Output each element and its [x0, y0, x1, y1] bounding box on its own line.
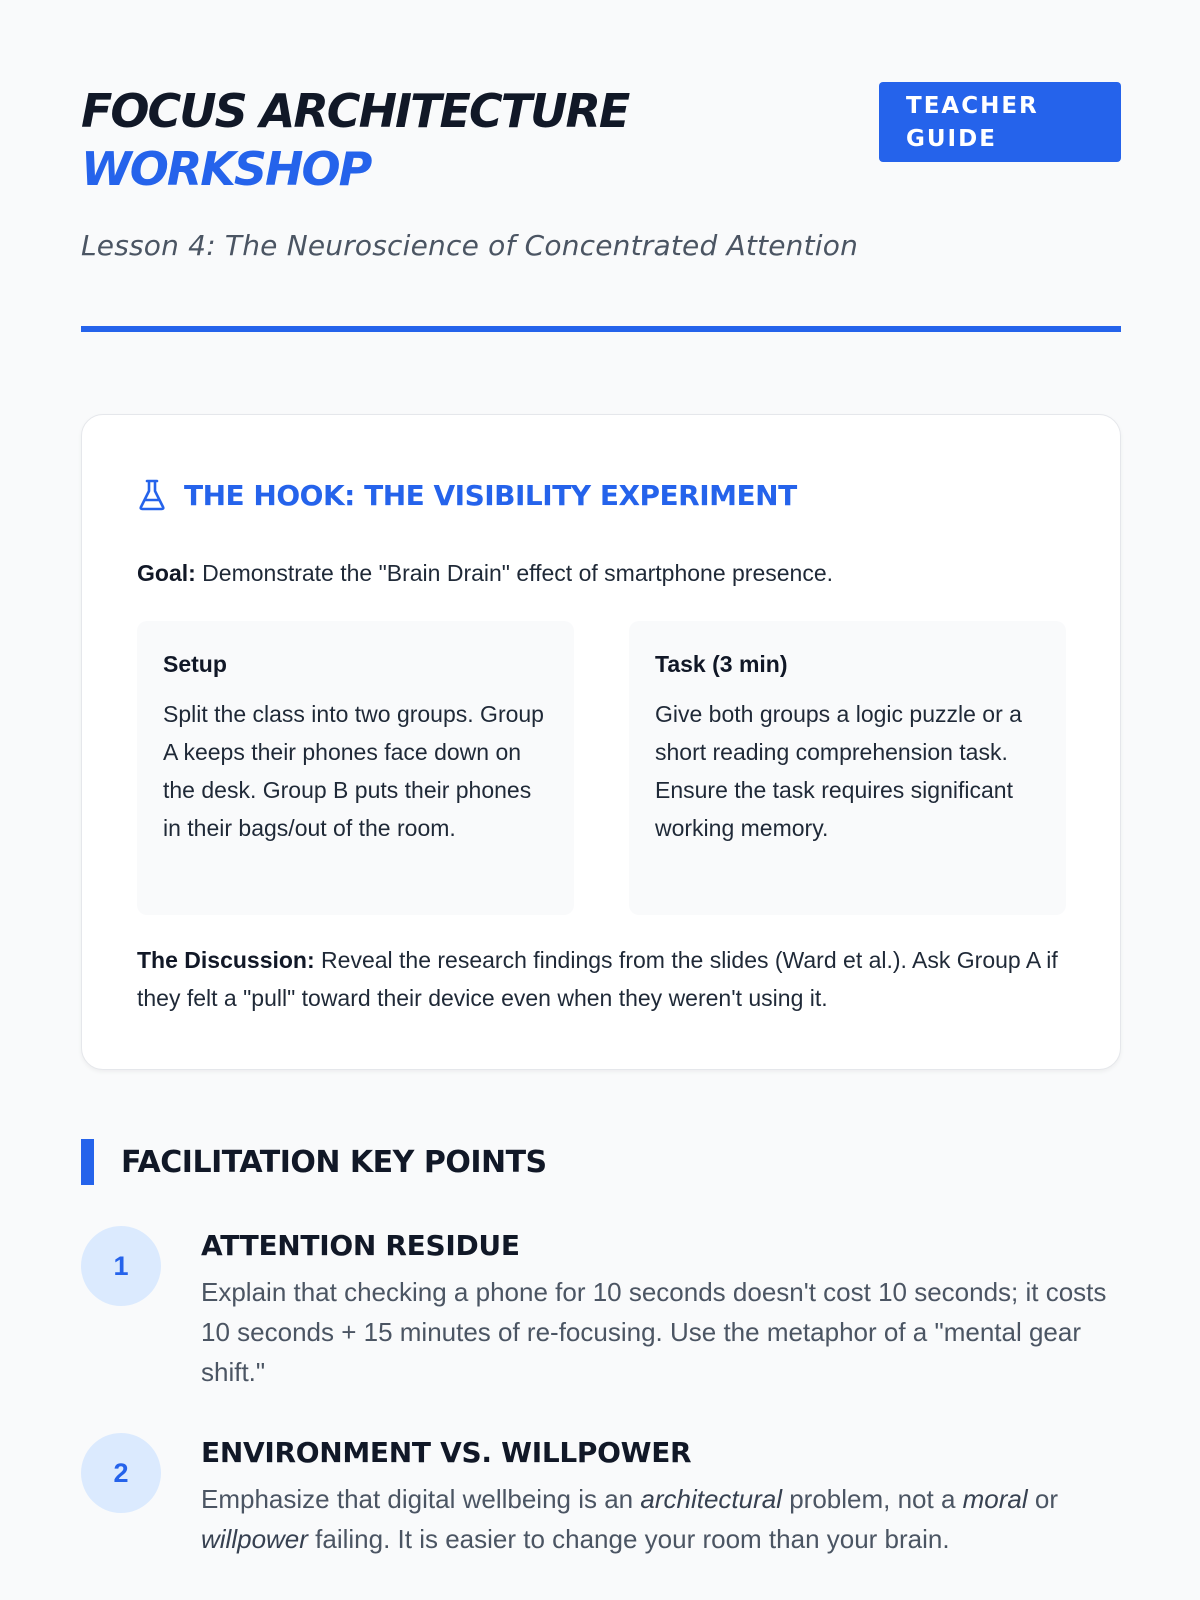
emphasis-architectural: architectural — [640, 1484, 782, 1514]
hook-heading — [138, 475, 797, 515]
key-point-number: 1 — [81, 1226, 161, 1306]
lesson-subtitle: Lesson 4: The Neuroscience of Concentrated Attention — [81, 229, 859, 262]
key-point-title: ATTENTION RESIDUE — [201, 1229, 520, 1262]
page-header — [81, 82, 1121, 202]
body-text: problem, not a — [781, 1484, 963, 1514]
hook-title: THE HOOK: THE VISIBILITY EXPERIMENT — [184, 478, 797, 512]
emphasis-willpower: willpower — [201, 1524, 308, 1554]
discussion-label: The Discussion: — [137, 947, 315, 973]
hook-goal — [137, 558, 1067, 588]
setup-title: Setup — [163, 651, 227, 677]
key-points-heading — [81, 1138, 547, 1186]
title-line-2: WORKSHOP — [81, 142, 371, 196]
hook-discussion — [137, 941, 1077, 1017]
discussion-text: Reveal the research findings from the slides (Ward et al.). Ask Group A if they felt a "pull" toward their device even when they weren't using it. — [137, 947, 1058, 1011]
key-point-title: ENVIRONMENT VS. WILLPOWER — [201, 1436, 692, 1469]
setup-box — [137, 621, 574, 915]
key-points-title: FACILITATION KEY POINTS — [121, 1144, 547, 1180]
teacher-guide-badge: TEACHER GUIDE — [879, 82, 1121, 162]
teacher-guide-page — [81, 0, 1121, 1600]
body-text: Emphasize that digital wellbeing is an — [201, 1484, 641, 1514]
body-text: or — [1027, 1484, 1058, 1514]
setup-text: Split the class into two groups. Group A keeps their phones face down on the desk. Group B puts their phones in their bags/out of the room. — [163, 701, 544, 841]
task-title: Task (3 min) — [655, 651, 788, 677]
key-point-number: 2 — [81, 1433, 161, 1513]
goal-label: Goal: — [137, 560, 196, 586]
body-text: failing. It is easier to change your room than your brain. — [307, 1524, 950, 1554]
emphasis-moral: moral — [962, 1484, 1028, 1514]
hook-card — [81, 414, 1121, 1070]
key-point-body — [201, 1479, 1121, 1559]
task-box — [629, 621, 1066, 915]
key-point-body: Explain that checking a phone for 10 seconds doesn't cost 10 seconds; it costs 10 seconds + 15 minutes of re-focusing. Use the metaphor of a "mental gear shift." — [201, 1277, 1107, 1387]
title-line-1: FOCUS ARCHITECTURE — [81, 84, 629, 138]
task-text: Give both groups a logic puzzle or a short reading comprehension task. Ensure the task requires significant working memory. — [655, 701, 1022, 841]
flask-icon — [138, 478, 166, 512]
section-accent-bar — [81, 1139, 94, 1185]
header-divider — [81, 326, 1121, 332]
goal-text: Demonstrate the "Brain Drain" effect of smartphone presence. — [195, 560, 834, 586]
